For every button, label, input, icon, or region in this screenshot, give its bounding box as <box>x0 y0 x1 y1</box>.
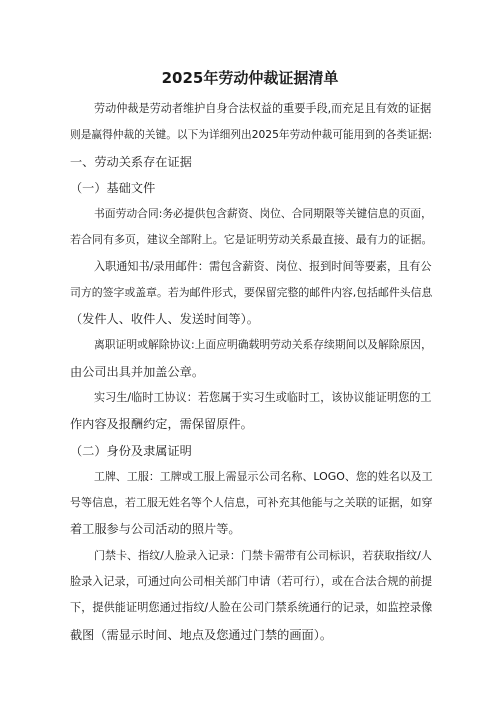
paragraph-line: 门禁卡、指纹/人脸录入记录：门禁卡需带有公司标识，若获取指纹/人 <box>94 549 432 562</box>
paragraph-line: 若合同有多页，建议全部附上。它是证明劳动关系最直接、最有力的证据。 <box>70 233 433 246</box>
paragraph-line: 入职通知书/录用邮件：需包含薪资、岗位、报到时间等要素，且有公 <box>94 260 432 273</box>
paragraph-line: 司方的签字或盖章。若为邮件形式，要保留完整的邮件内容,包括邮件头信息 <box>70 286 433 299</box>
paragraph-line: 书面劳动合同:务必提供包含薪资、岗位、合同期限等关键信息的页面， <box>94 207 432 220</box>
subsection-heading: （一）基础文件 <box>70 181 156 195</box>
paragraph-line: 实习生/临时工协议：若您属于实习生或临时工，该协议能证明您的工 <box>94 391 432 404</box>
paragraph-line: 离职证明或解除协议:上面应明确载明劳动关系存续期间以及解除原因， <box>94 338 432 351</box>
paragraph-line: 工牌、工服：工牌或工服上需显示公司名称、LOGO、您的姓名以及工 <box>94 470 433 483</box>
paragraph-line: 号等信息，若工服无姓名等个人信息，可补充其他能与之关联的证据，如穿 <box>70 496 433 509</box>
paragraph-line: 脸录入记录，可通过向公司相关部门申请（若可行），或在合法合规的前提 <box>70 575 433 588</box>
paragraph-line: 作内容及报酬约定，需保留原件。 <box>70 417 253 431</box>
document-title: 2025年劳动仲裁证据清单 <box>161 69 339 87</box>
paragraph-line: 由公司出具并加盖公章。 <box>70 365 205 379</box>
paragraph-line: （发件人、收件人、发送时间等）。 <box>70 312 259 326</box>
paragraph-line: 劳动仲裁是劳动者维护自身合法权益的重要手段,而充足且有效的证据 <box>94 102 432 115</box>
paragraph-line: 截图（需显示时间、地点及您通过门禁的画面）。 <box>70 628 333 642</box>
subsection-heading: （二）身份及隶属证明 <box>70 444 192 458</box>
paragraph-line: 下，提供能证明您通过指纹/人脸在公司门禁系统通行的记录，如监控录像 <box>70 601 433 614</box>
paragraph-line: 着工服参与公司活动的照片等。 <box>70 522 241 536</box>
paragraph-line: 则是赢得仲裁的关键。以下为详细列出2025年劳动仲裁可能用到的各类证据: <box>70 128 433 141</box>
section-heading: 一、劳动关系存在证据 <box>70 155 192 169</box>
